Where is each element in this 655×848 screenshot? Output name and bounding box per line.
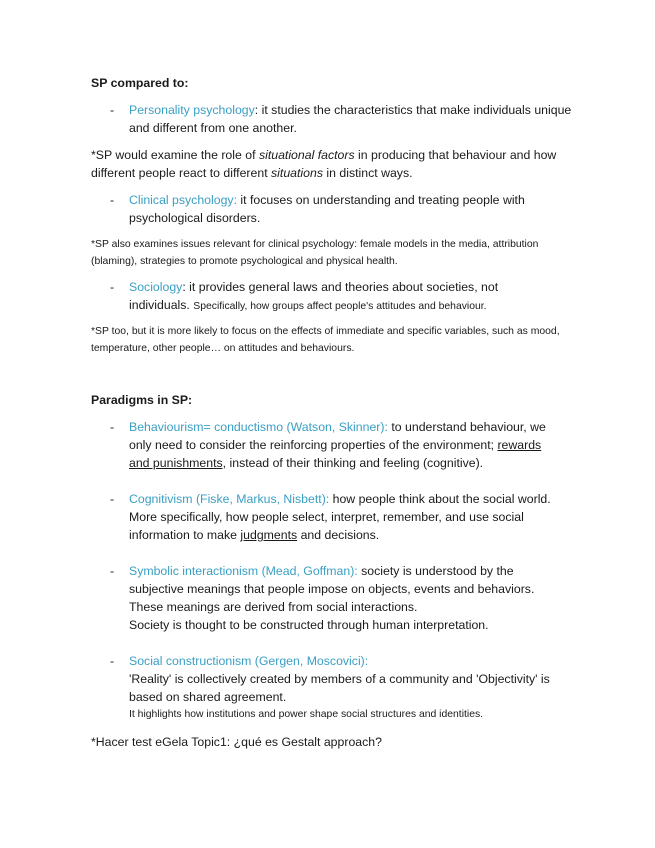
term-cognitivism: Cognitivism (Fiske, Markus, Nisbett): bbox=[129, 492, 330, 506]
note1-part-e: in distinct ways. bbox=[322, 166, 413, 180]
term-sociology: Sociology bbox=[129, 280, 183, 294]
behaviourism-text-2: instead of their thinking and feeling (cognitive). bbox=[226, 456, 484, 470]
bullet-dash: - bbox=[110, 193, 115, 207]
note1-part-a: *SP would examine the role of bbox=[91, 148, 259, 162]
footer-note: *Hacer test eGela Topic1: ¿qué es Gestalt approach? bbox=[91, 735, 382, 749]
symbolic-text-2: Society is thought to be constructed through human interpretation. bbox=[129, 618, 489, 632]
list-item-cognitivism bbox=[129, 490, 561, 544]
list-item-behaviourism bbox=[129, 418, 554, 472]
text-sociology: : it provides general laws and theories about societies, not individuals. bbox=[129, 280, 499, 312]
bullet-dash: - bbox=[110, 492, 115, 506]
note-clinical-issues: *SP also examines issues relevant for clinical psychology: female models in the media, attribution (blaming), strategies to promote psychological and physical health. bbox=[91, 239, 539, 267]
note1-italic-situations: situations bbox=[271, 166, 323, 180]
heading-paradigms: Paradigms in SP: bbox=[91, 393, 193, 407]
symbolic-text-1: society is understood by the subjective meanings that people impose on objects, events and behaviors. These meanings are derived from social interactions. bbox=[129, 564, 535, 614]
list-item-symbolic bbox=[129, 562, 549, 634]
note1-italic-situational-factors: situational factors bbox=[258, 148, 355, 162]
bullet-dash: - bbox=[110, 103, 115, 117]
list-item-personality bbox=[129, 101, 574, 137]
term-personality-psychology: Personality psychology bbox=[129, 103, 255, 117]
note1-part-c: in producing that behaviour and how different people react to different bbox=[91, 148, 557, 180]
term-symbolic-interactionism: Symbolic interactionism (Mead, Goffman): bbox=[129, 564, 358, 578]
note-immediate-variables: *SP too, but it is more likely to focus on the effects of immediate and specific variables, such as mood, temperature, other people… on attitudes and behaviours. bbox=[91, 326, 560, 354]
list-item-constructionism bbox=[129, 652, 561, 723]
cognitivism-text-2: and decisions. bbox=[297, 528, 380, 542]
heading-sp-compared: SP compared to: bbox=[91, 76, 189, 90]
text-personality: : it studies the characteristics that make individuals unique and different from one another. bbox=[129, 103, 572, 135]
term-behaviourism: Behaviourism= conductismo (Watson, Skinner): bbox=[129, 420, 388, 434]
constructionism-text-small: It highlights how institutions and power shape social structures and identities. bbox=[129, 709, 484, 720]
note-situational-factors bbox=[91, 146, 571, 182]
bullet-dash: - bbox=[110, 564, 115, 578]
behaviourism-underlined: rewards and punishments, bbox=[129, 438, 542, 470]
text-sociology-small: Specifically, how groups affect people's attitudes and behaviour. bbox=[193, 301, 487, 312]
text-clinical: it focuses on understanding and treating people with psychological disorders. bbox=[129, 193, 525, 225]
bullet-dash: - bbox=[110, 280, 115, 294]
list-item-clinical bbox=[129, 191, 549, 227]
cognitivism-underlined: judgments bbox=[240, 528, 298, 542]
bullet-dash: - bbox=[110, 420, 115, 434]
bullet-dash: - bbox=[110, 654, 115, 668]
list-item-sociology bbox=[129, 278, 529, 316]
term-clinical-psychology: Clinical psychology: bbox=[129, 193, 237, 207]
cognitivism-text-1: how people think about the social world. More specifically, how people select, interpret, remember, and use social information to make bbox=[129, 492, 551, 542]
constructionism-text-1: 'Reality' is collectively created by members of a community and 'Objectivity' is based on shared agreement. bbox=[129, 672, 550, 704]
term-social-constructionism: Social constructionism (Gergen, Moscovici): bbox=[129, 654, 369, 668]
behaviourism-text-1: to understand behaviour, we only need to consider the reinforcing properties of the environment; bbox=[129, 420, 546, 452]
